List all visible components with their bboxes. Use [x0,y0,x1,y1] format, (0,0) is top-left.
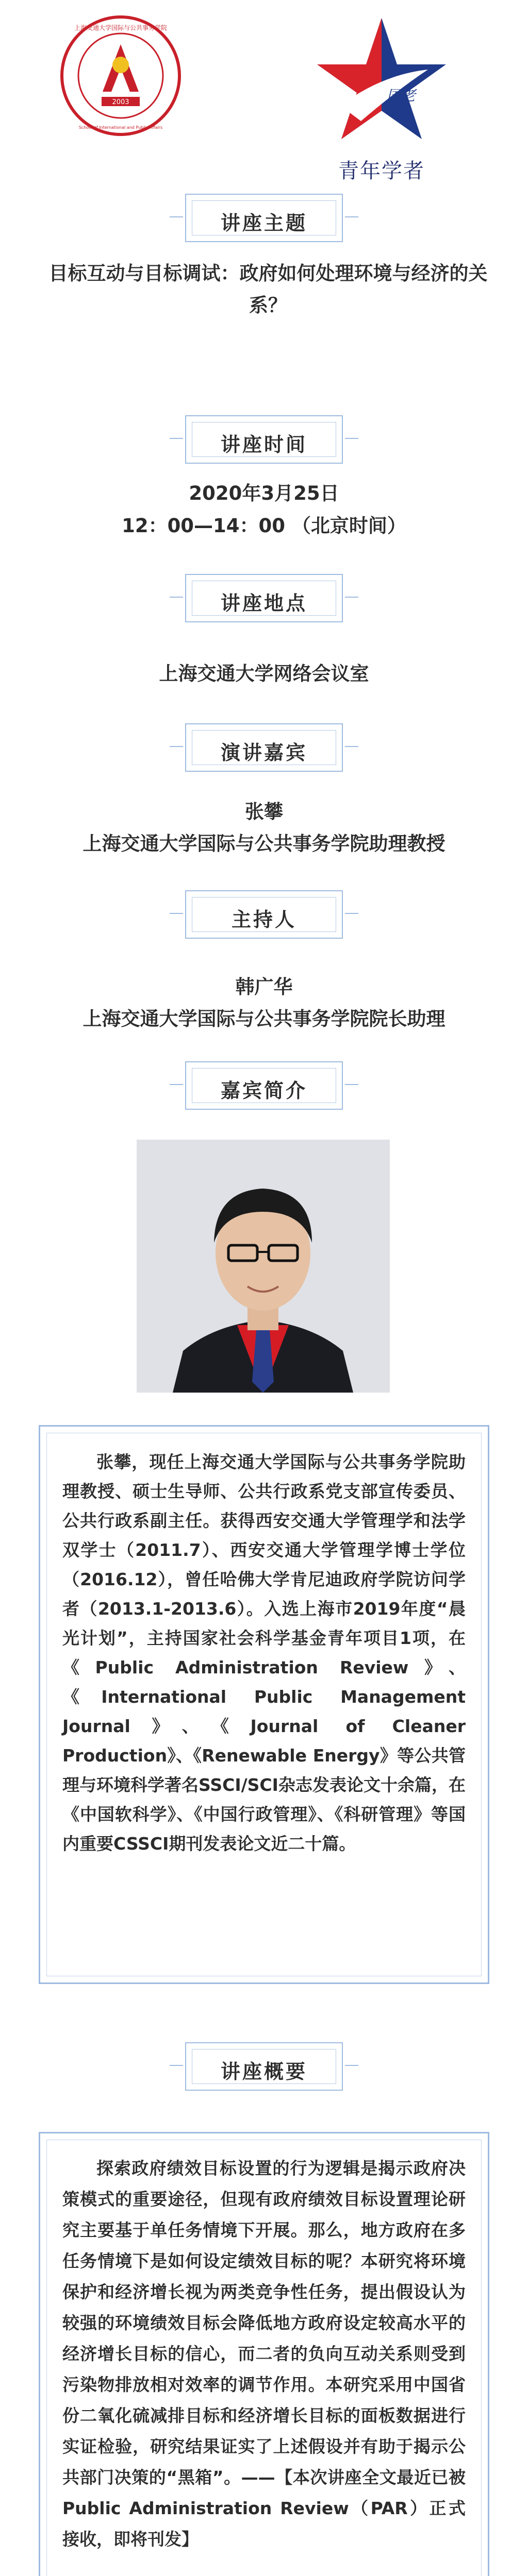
summary-frame [39,2132,489,2576]
speaker-title: 上海交通大学国际与公共事务学院助理教授 [82,833,446,855]
speaker-photo [137,1140,390,1393]
label-host-text: 主持人 [231,908,296,931]
label-bio [185,1061,343,1110]
lecture-date: 2020年3月25日 [189,482,339,504]
summary-text: 探索政府绩效目标设置的行为逻辑是揭示政府决策模式的重要途径，但现有政府绩效目标设置理论研究主要基于单任务情境下开展。那么，地方政府在多任务情境下是如何设定绩效目标的呢？本研究将环境保护和经济增长视为两类竞争性任务，提出假设认为较强的环境绩效目标会降低地方政府设定较高水平的经济增长目标的信心，而二者的负向互动关系则受到污染物排放相对效率的调节作用。本研究采用中国省份二氧化硫减排目标和经济增长目标的面板数据进行实证检验，研究结果证实了上述假设并有助于揭示公共部门决策的“黑箱”。——【本次讲座全文最近已被Public Administration Review（PAR）正式接收，即将刊发】 [62,2158,466,2549]
label-host [185,890,343,939]
youth-scholar-star-icon [304,13,459,167]
bio-frame [39,1425,489,1984]
host-name: 韩广华 [235,976,293,998]
label-topic-text: 讲座主题 [220,212,307,234]
seal-title: 上海交通大学国际与公共事务学院 [74,24,168,31]
lecture-place: 上海交通大学网络会议室 [159,663,369,685]
label-place [185,574,343,622]
lecture-hours: 12：00—14：00 （北京时间） [122,515,406,537]
star-badge: 国老 [387,87,416,104]
header-logos [0,0,528,183]
label-time [185,415,343,464]
lecture-topic: 目标互动与目标调试：政府如何处理环境与经济的关系？ [48,262,488,316]
label-topic [185,194,343,242]
label-summary-text: 讲座概要 [220,2060,307,2083]
label-summary [185,2042,343,2091]
host-title: 上海交通大学国际与公共事务学院院长助理 [82,1008,446,1030]
label-speaker-text: 演讲嘉宾 [220,741,307,764]
seal-year: 2003 [112,98,129,106]
seal-en: School of International and Public Affairs [78,125,163,130]
speaker-name: 张攀 [245,801,283,823]
label-place-text: 讲座地点 [220,592,307,615]
label-time-text: 讲座时间 [220,433,307,456]
label-speaker [185,723,343,772]
label-bio-text: 嘉宾简介 [220,1079,307,1102]
youth-scholar-text: 青年学者 [338,159,425,183]
university-seal-icon [59,14,182,137]
bio-text: 张攀，现任上海交通大学国际与公共事务学院助理教授、硕士生导师、公共行政系党支部宣传委员、公共行政系副主任。获得西安交通大学管理学和法学双学士（2011.7）、西安交通大学管理学博士学位（2016.12），曾任哈佛大学肯尼迪政府学院访问学者（2013.1-2013.6）。入选上海市2019年度“晨光计划”，主持国家社会科学基金青年项目1项，在《Public Administration Review》、《International Public Management Journal》、《Journal of Cleaner Production》、《Renewable Energy》等公共管理与环境科学著名SSCI/SCI杂志发表论文十余篇，在《中国软科学》、《中国行政管理》、《科研管理》等国内重要CSSCI期刊发表论文近二十篇。 [62,1452,466,1854]
